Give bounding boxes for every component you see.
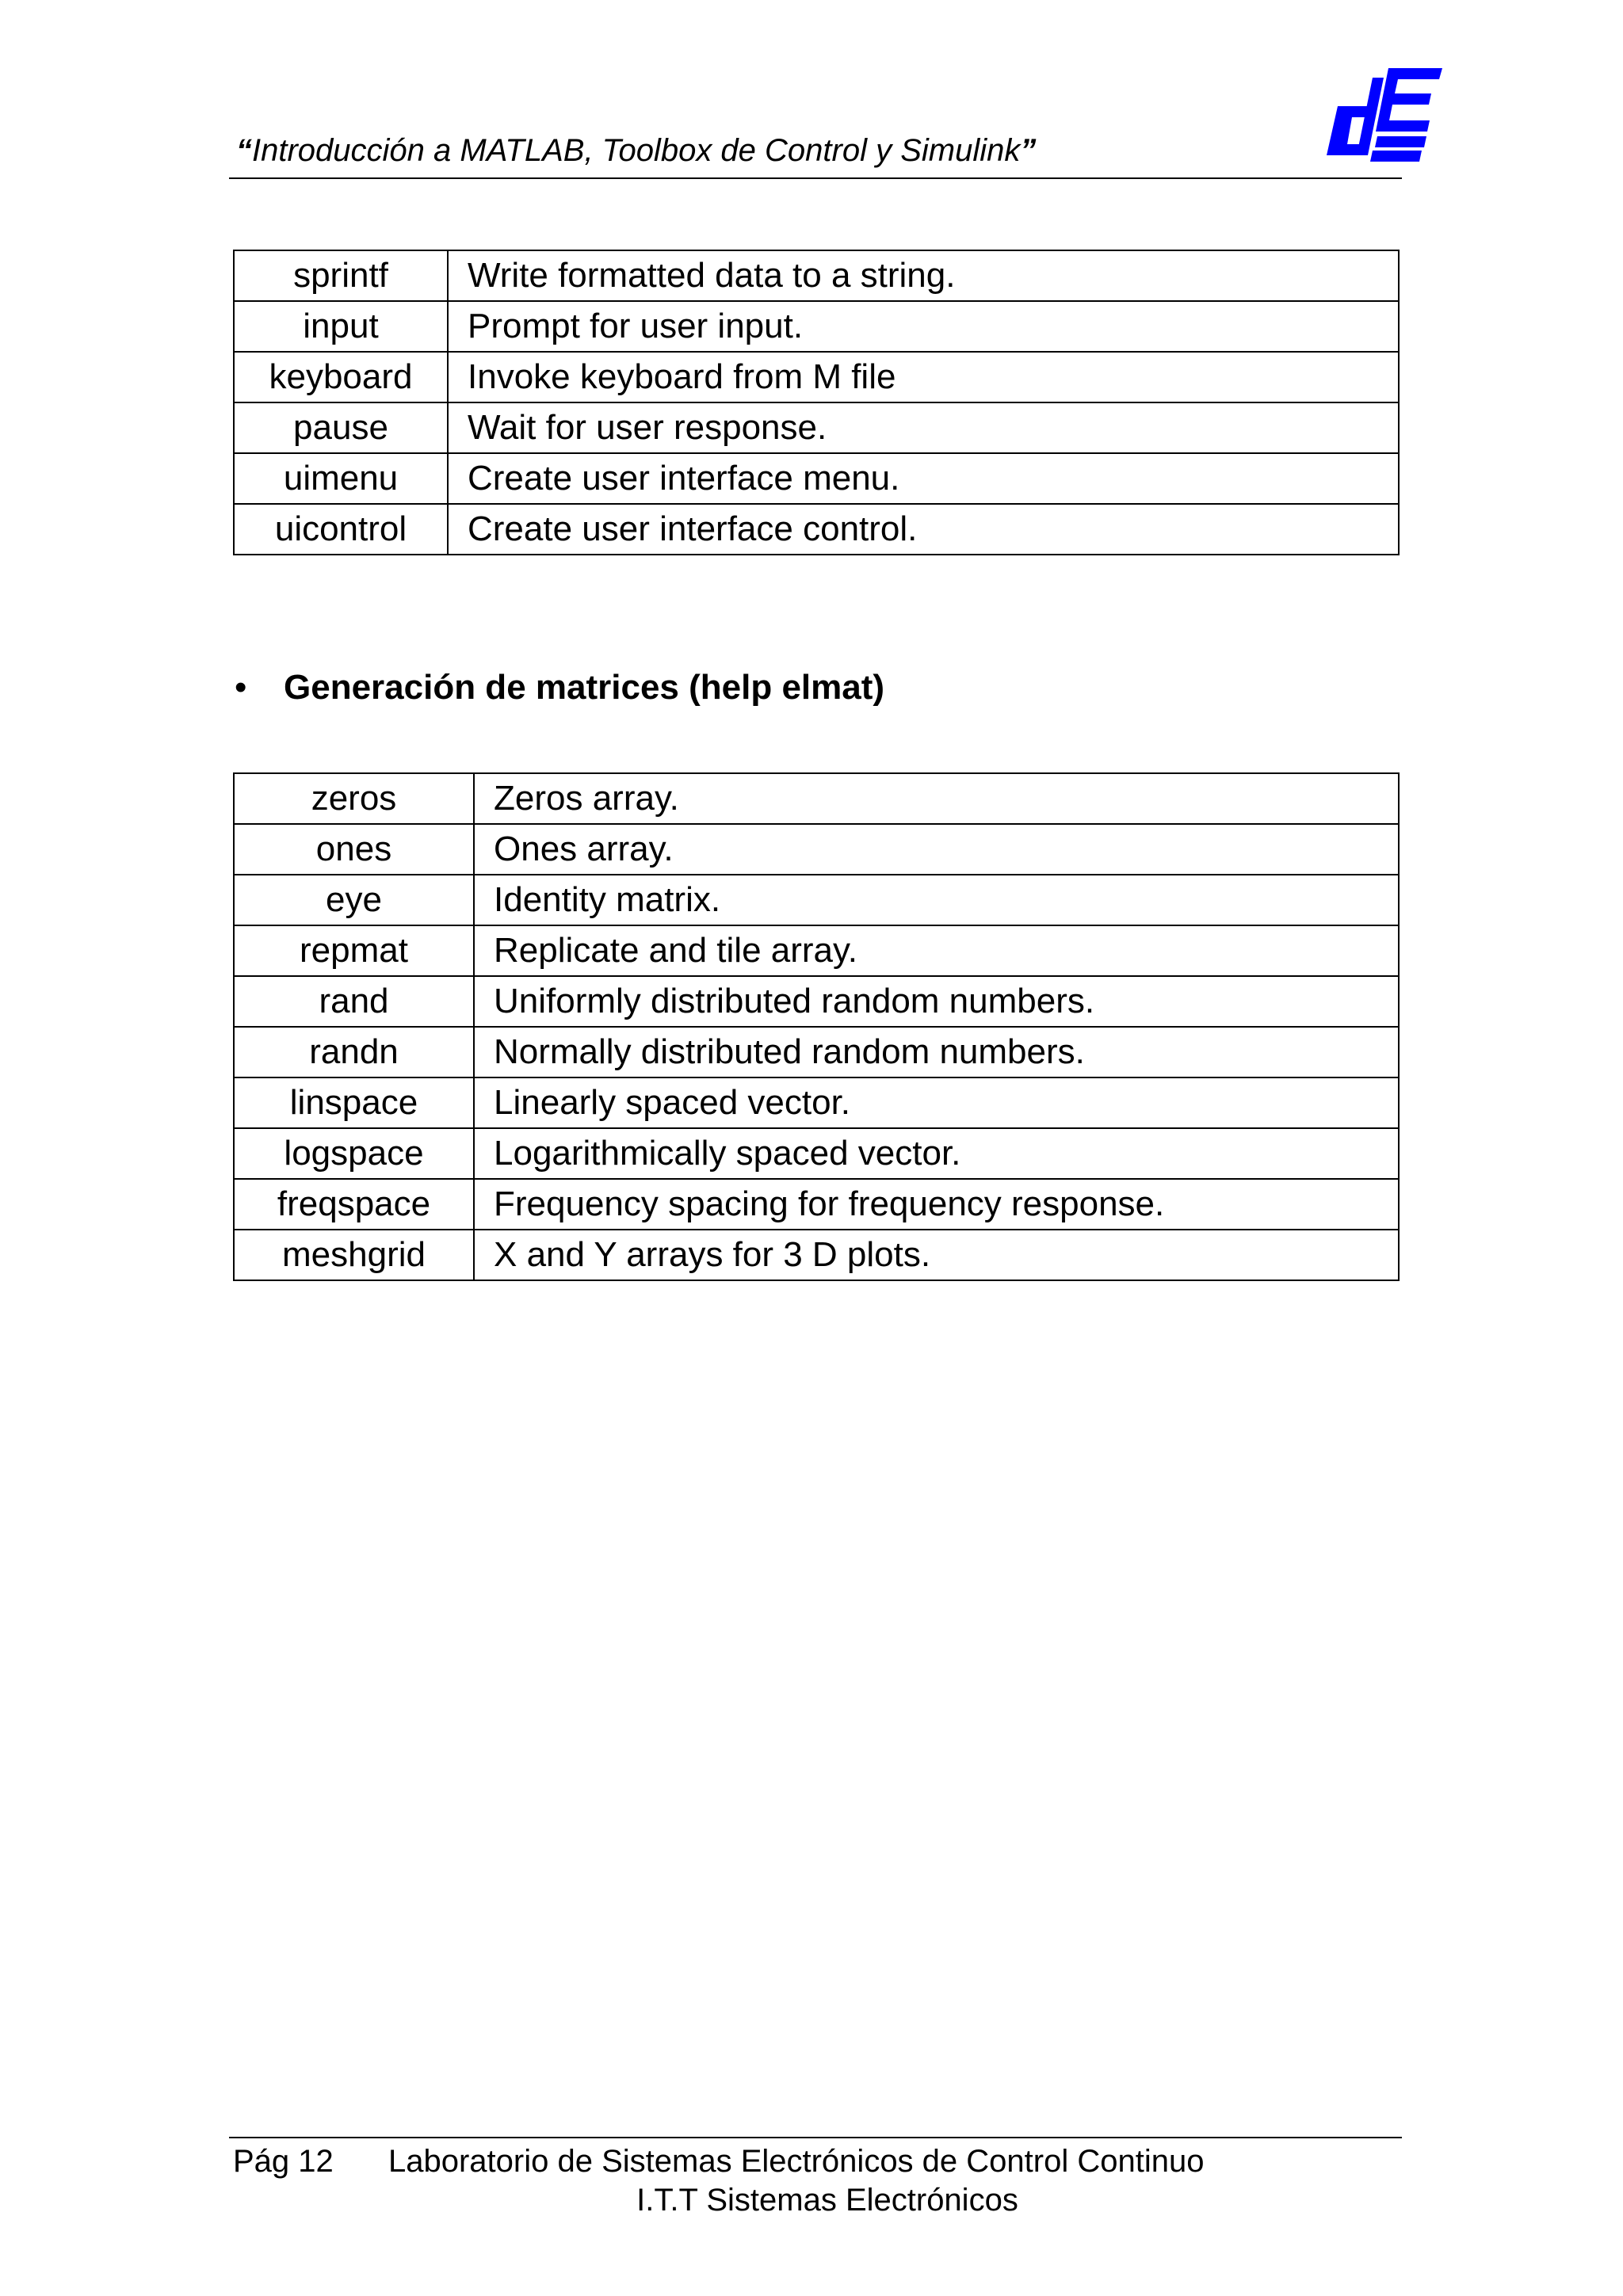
table-row [234, 352, 1399, 402]
footer-page-number: Pág 12 [233, 2144, 334, 2179]
function-name: eye [234, 875, 474, 925]
function-name: uicontrol [234, 504, 448, 555]
footer-degree: I.T.T Sistemas Electrónicos [636, 2183, 1018, 2218]
function-description: Ones array. [474, 824, 1399, 875]
function-name: zeros [234, 773, 474, 824]
function-name: input [234, 301, 448, 352]
function-description: X and Y arrays for 3 D plots. [474, 1230, 1399, 1280]
table-row [234, 1027, 1399, 1077]
table-row [234, 875, 1399, 925]
table-row [234, 402, 1399, 453]
function-name: sprintf [234, 250, 448, 301]
function-name: uimenu [234, 453, 448, 504]
function-name: meshgrid [234, 1230, 474, 1280]
section-heading-text: Generación de matrices (help elmat) [284, 668, 885, 707]
function-name: logspace [234, 1128, 474, 1179]
function-name: rand [234, 976, 474, 1027]
table-row [234, 976, 1399, 1027]
function-name: ones [234, 824, 474, 875]
function-description: Invoke keyboard from M file [448, 352, 1399, 402]
function-description: Linearly spaced vector. [474, 1077, 1399, 1128]
function-description: Write formatted data to a string. [448, 250, 1399, 301]
table-row [234, 1230, 1399, 1280]
function-name: linspace [234, 1077, 474, 1128]
close-quote: ” [1020, 133, 1037, 168]
table-row [234, 250, 1399, 301]
table-row [234, 925, 1399, 976]
footer-lab-name: Laboratorio de Sistemas Electrónicos de Control Continuo [388, 2144, 1205, 2179]
bullet: • [235, 668, 247, 707]
function-description: Create user interface menu. [448, 453, 1399, 504]
io-functions-table [233, 250, 1400, 555]
function-description: Replicate and tile array. [474, 925, 1399, 976]
function-name: freqspace [234, 1179, 474, 1230]
footer-rule [229, 2137, 1402, 2138]
function-description: Frequency spacing for frequency response. [474, 1179, 1399, 1230]
function-description: Uniformly distributed random numbers. [474, 976, 1399, 1027]
function-description: Create user interface control. [448, 504, 1399, 555]
table-row [234, 1128, 1399, 1179]
function-name: pause [234, 402, 448, 453]
function-description: Zeros array. [474, 773, 1399, 824]
function-name: repmat [234, 925, 474, 976]
table-row [234, 504, 1399, 555]
table-row [234, 453, 1399, 504]
function-description: Logarithmically spaced vector. [474, 1128, 1399, 1179]
open-quote: “ [236, 133, 252, 168]
function-name: randn [234, 1027, 474, 1077]
table-row [234, 1077, 1399, 1128]
table-row [234, 301, 1399, 352]
table-row [234, 773, 1399, 824]
header-title [236, 133, 1036, 169]
header-title-text: Introducción a MATLAB, Toolbox de Control y Simulink [252, 133, 1021, 168]
function-name: keyboard [234, 352, 448, 402]
header-rule [229, 177, 1402, 179]
function-description: Normally distributed random numbers. [474, 1027, 1399, 1077]
table-row [234, 824, 1399, 875]
matrix-generation-table [233, 772, 1400, 1281]
table-row [234, 1179, 1399, 1230]
function-description: Prompt for user input. [448, 301, 1399, 352]
function-description: Wait for user response. [448, 402, 1399, 453]
de-logo-icon [1323, 62, 1450, 173]
function-description: Identity matrix. [474, 875, 1399, 925]
section-heading [235, 668, 884, 707]
